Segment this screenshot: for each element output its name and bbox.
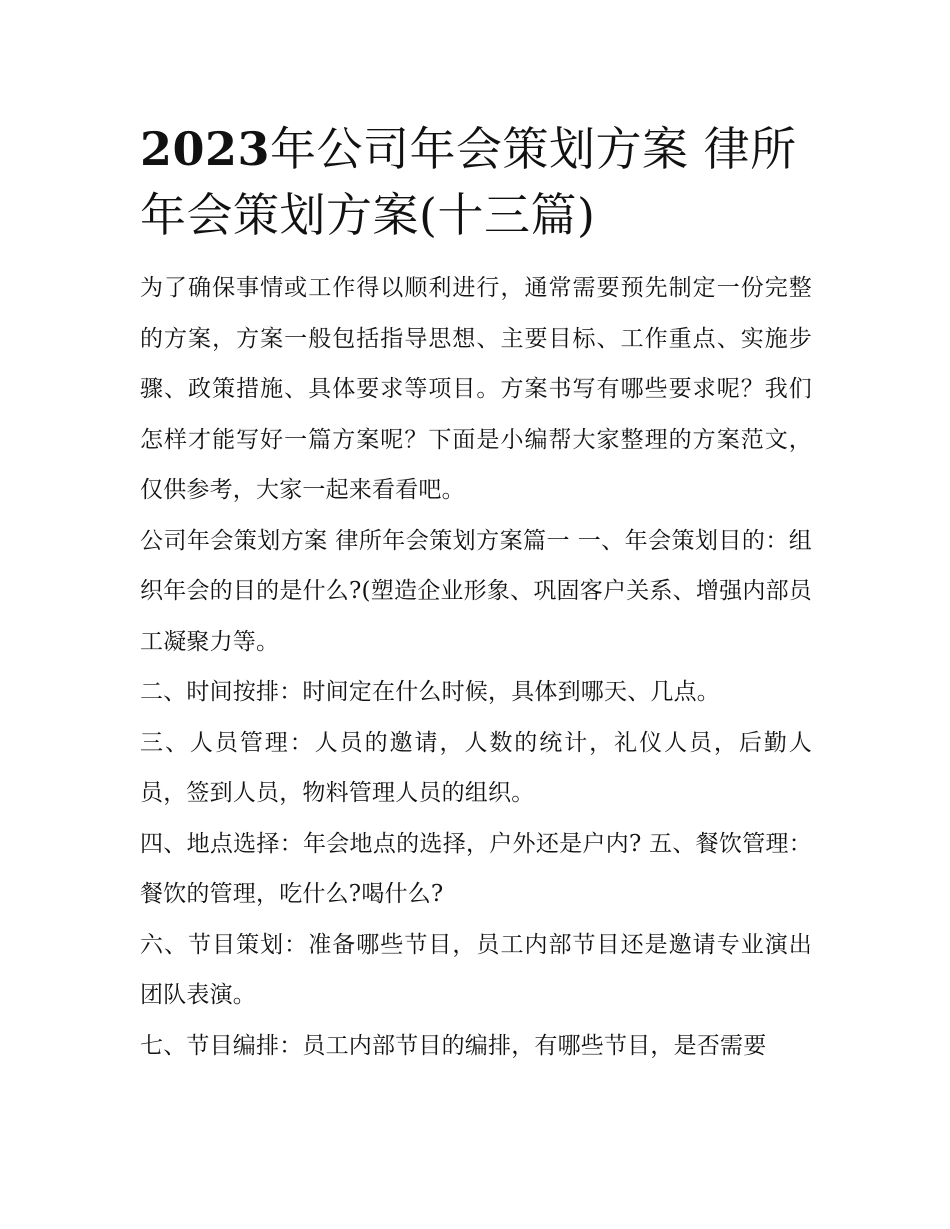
paragraph-section-3: 三、人员管理：人员的邀请，人数的统计，礼仪人员，后勤人员，签到人员，物料管理人员的组织。 xyxy=(140,729,812,806)
paragraph-intro: 为了确保事情或工作得以顺利进行，通常需要预先制定一份完整的方案，方案一般包括指导思想、主要目标、工作重点、实施步骤、政策措施、具体要求等项目。方案书写有哪些要求呢？我们怎样才能写好一篇方案呢？下面是小编帮大家整理的方案范文，仅供参考，大家一起来看看吧。 xyxy=(140,275,812,503)
document-title xyxy=(140,116,812,248)
paragraph-section-1: 公司年会策划方案 律所年会策划方案篇一 一、年会策划目的：组织年会的目的是什么?(塑造企业形象、巩固客户关系、增强内部员工凝聚力等。 xyxy=(140,527,812,655)
paragraph-section-7: 七、节目编排：员工内部节目的编排，有哪些节目，是否需要 xyxy=(140,1032,767,1059)
paragraph-section-4-5: 四、地点选择：年会地点的选择，户外还是户内? 五、餐饮管理：餐饮的管理，吃什么?喝什么? xyxy=(140,830,812,907)
document-body xyxy=(140,263,812,1071)
title-year: 2023 xyxy=(140,122,271,176)
document-page xyxy=(140,116,812,1071)
paragraph-section-6: 六、节目策划：准备哪些节目，员工内部节目还是邀请专业演出团队表演。 xyxy=(140,931,812,1008)
paragraph-section-2: 二、时间按排：时间定在什么时候，具体到哪天、几点。 xyxy=(140,679,720,705)
title-text: 年公司年会策划方案 律所年会策划方案(十三篇) xyxy=(140,122,797,242)
